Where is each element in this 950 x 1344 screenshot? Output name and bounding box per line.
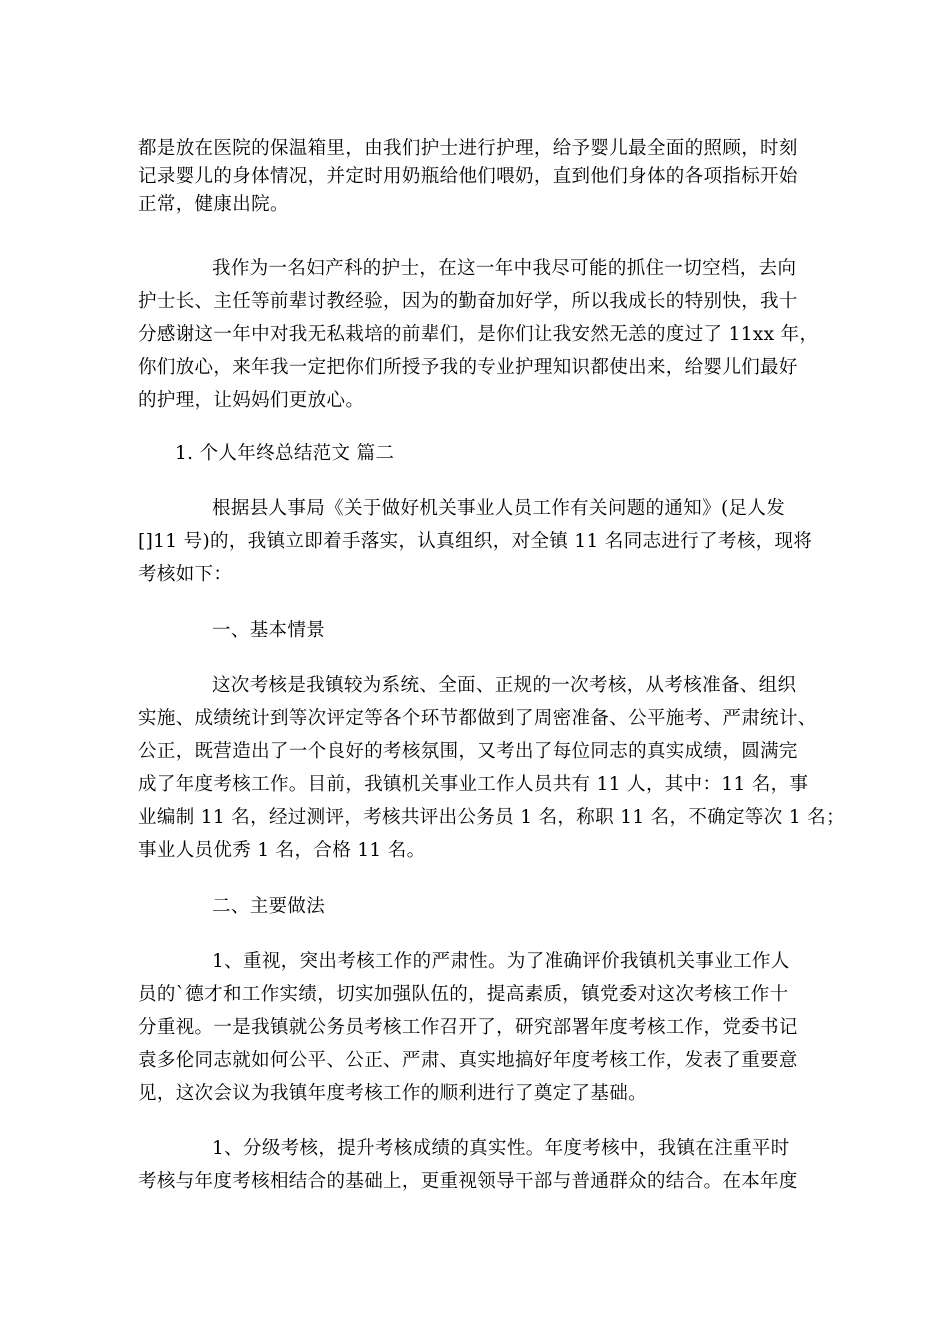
paragraph-first-line: 这次考核是我镇较为系统、全面、正规的一次考核，从考核准备、组织 [212, 675, 797, 696]
body-text-line: 成了年度考核工作。目前，我镇机关事业工作人员共有 11 人，其中：11 名，事 [138, 774, 809, 795]
body-text-line: 分重视。一是我镇就公务员考核工作召开了，研究部署年度考核工作，党委书记 [138, 1017, 798, 1038]
body-text-line: 的护理，让妈妈们更放心。 [138, 390, 365, 411]
body-text-line: 护士长、主任等前辈讨教经验，因为的勤奋加好学，所以我成长的特别快，我十 [138, 291, 798, 312]
body-text-line: 分感谢这一年中对我无私栽培的前辈们，是你们让我安然无恙的度过了 11xx 年， [138, 324, 819, 345]
subsection-heading: 一、基本情景 [212, 620, 326, 641]
body-text-line: 都是放在医院的保温箱里，由我们护士进行护理，给予婴儿最全面的照顾，时刻 [138, 138, 798, 159]
body-text-line: 考核如下： [138, 564, 233, 585]
body-text-line: 实施、成绩统计到等次评定等各个环节都做到了周密准备、公平施考、严肃统计、 [138, 708, 817, 729]
body-text-line: 事业人员优秀 1 名，合格 11 名。 [138, 840, 426, 861]
body-text-line: 公正，既营造出了一个良好的考核氛围，又考出了每位同志的真实成绩，圆满完 [138, 741, 798, 762]
body-text-line: 记录婴儿的身体情况，并定时用奶瓶给他们喂奶，直到他们身体的各项指标开始 [138, 166, 798, 187]
paragraph-first-line: 1、分级考核，提升考核成绩的真实性。年度考核中，我镇在注重平时 [212, 1138, 790, 1159]
section-heading: 1. 个人年终总结范文 篇二 [175, 443, 395, 464]
body-text-line: 袁多伦同志就如何公平、公正、严肃、真实地搞好年度考核工作，发表了重要意 [138, 1050, 798, 1071]
paragraph-first-line: 1、重视，突出考核工作的严肃性。为了准确评价我镇机关事业工作人 [212, 951, 790, 972]
body-text-line: 员的`德才和工作实绩，切实加强队伍的，提高素质，镇党委对这次考核工作十 [138, 984, 789, 1005]
body-text-line: 考核与年度考核相结合的基础上，更重视领导干部与普通群众的结合。在本年度 [138, 1171, 798, 1192]
subsection-heading: 二、主要做法 [212, 896, 326, 917]
paragraph-first-line: 我作为一名妇产科的护士，在这一年中我尽可能的抓住一切空档，去向 [212, 258, 797, 279]
body-text-line: 业编制 11 名，经过测评，考核共评出公务员 1 名，称职 11 名，不确定等次 1 名； [138, 807, 845, 828]
body-text-line: 正常，健康出院。 [138, 194, 289, 215]
paragraph-first-line: 根据县人事局《关于做好机关事业人员工作有关问题的通知》(足人发 [212, 498, 786, 519]
body-text-line: 见，这次会议为我镇年度考核工作的顺利进行了奠定了基础。 [138, 1083, 647, 1104]
body-text-line: 你们放心，来年我一定把你们所授予我的专业护理知识都使出来，给婴儿们最好 [138, 357, 798, 378]
body-text-line: []11 号)的，我镇立即着手落实，认真组织，对全镇 11 名同志进行了考核，现将 [138, 531, 813, 552]
